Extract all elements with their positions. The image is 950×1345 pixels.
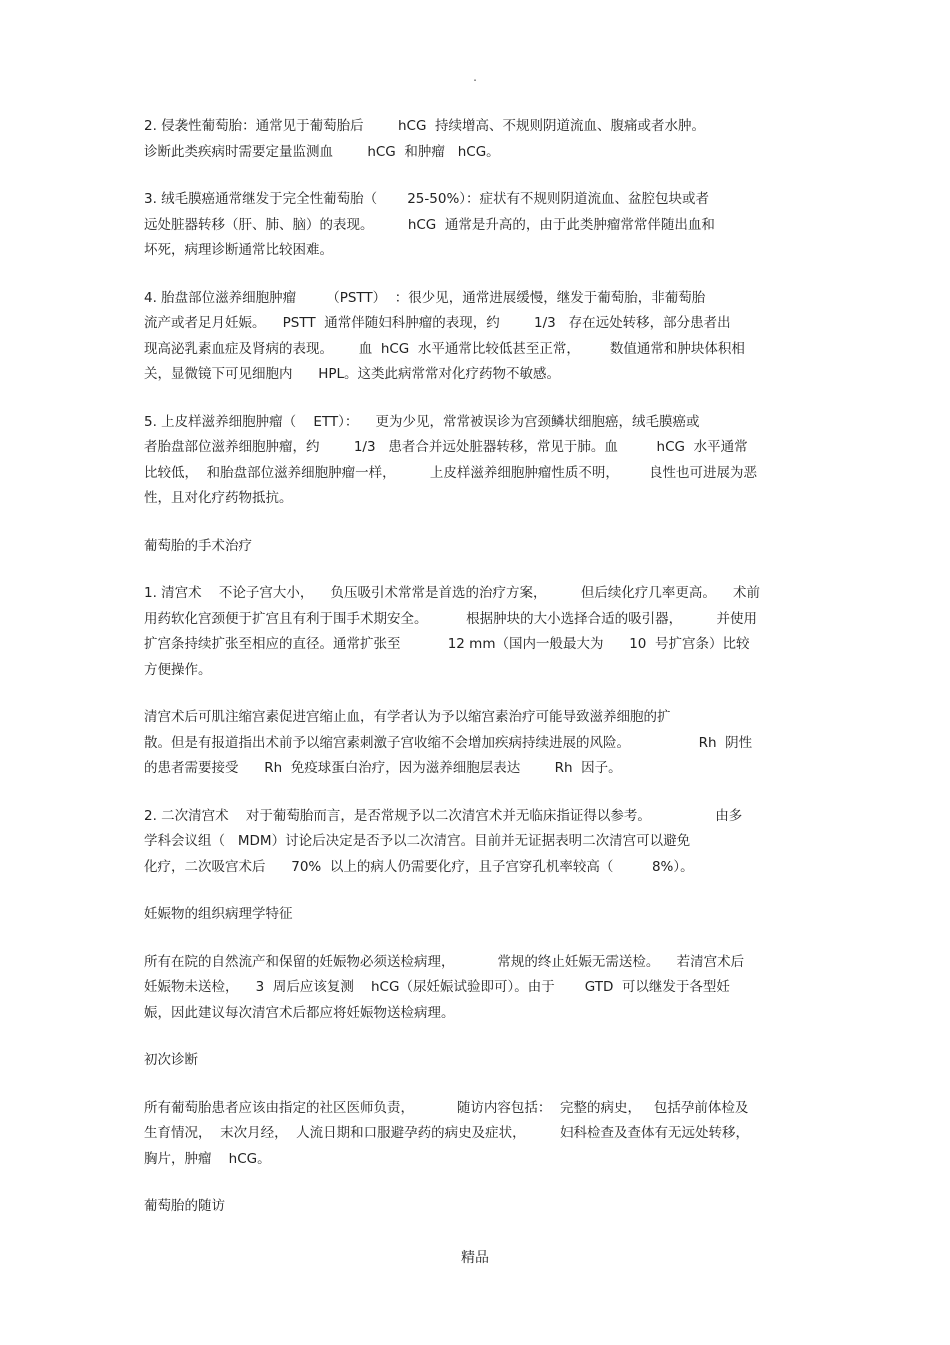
heading-surgical-treatment: 葡萄胎的手术治疗 (144, 537, 252, 554)
para-pstt (144, 286, 809, 388)
text-line: 4. 胎盘部位滋养细胞肿瘤 （PSTT） ：很少见，通常进展缓慢，继发于葡萄胎，非葡萄胎 (144, 289, 706, 306)
text-line: 比较低， 和胎盘部位滋养细胞肿瘤一样， 上皮样滋养细胞肿瘤性质不明， 良性也可进展为恶 (144, 464, 757, 481)
document-body (144, 114, 809, 1242)
text-line: 坏死，病理诊断通常比较困难。 (144, 242, 333, 258)
text-line: 胸片，肿瘤 hCG。 (144, 1150, 271, 1167)
page-footer: 精品 (461, 1250, 489, 1266)
text-line: 3. 绒毛膜癌通常继发于完全性葡萄胎（ 25-50%）：症状有不规则阴道流血、盆腔包块或者 (144, 191, 710, 207)
text-line: 生育情况， 末次月经， 人流日期和口服避孕药的病史及症状， 妇科检查及查体有无远处转移， (144, 1125, 749, 1141)
text-line: 清宫术后可肌注缩宫素促进宫缩止血，有学者认为予以缩宫素治疗可能导致滋养细胞的扩 (144, 709, 671, 725)
text-line: 学科会议组（ MDM）讨论后决定是否予以二次清宫。目前并无证据表明二次清宫可以避免 (144, 833, 691, 849)
text-line: 所有在院的自然流产和保留的妊娠物必须送检病理， 常规的终止妊娠无需送检。 若清宫术后 (144, 953, 745, 970)
para-oxytocin (144, 705, 809, 782)
text-line: 方便操作。 (144, 661, 212, 678)
text-line: 用药软化宫颈便于扩宫且有利于围手术期安全。 根据肿块的大小选择合适的吸引器， 并使用 (144, 610, 757, 627)
text-line: 妊娠物未送检， 3 周后应该复测 hCG（尿妊娠试验即可）。由于 GTD 可以继发于各型妊 (144, 979, 730, 995)
para-curettage (144, 581, 809, 683)
para-invasive-mole (144, 114, 809, 165)
text-line: 诊断此类疾病时需要定量监测血 hCG 和肿瘤 hCG。 (144, 143, 500, 160)
text-line: 关，显微镜下可见细胞内 HPL。这类此病常常对化疗药物不敏感。 (144, 366, 561, 382)
heading-histopathology: 妊娠物的组织病理学特征 (144, 906, 293, 922)
heading-initial-diagnosis: 初次诊断 (144, 1052, 198, 1068)
text-line: 5. 上皮样滋养细胞肿瘤（ ETT）： 更为少见，常常被误诊为宫颈鳞状细胞癌，绒毛膜癌或 (144, 413, 700, 430)
text-line: 娠，因此建议每次清宫术后都应将妊娠物送检病理。 (144, 1004, 455, 1021)
text-line: 散。但是有报道指出术前予以缩宫素刺激子宫收缩不会增加疾病持续进展的风险。 Rh 阴性 (144, 734, 753, 751)
text-line: 所有葡萄胎患者应该由指定的社区医师负责， 随访内容包括： 完整的病史， 包括孕前体检及 (144, 1099, 749, 1116)
para-pathology-exam (144, 950, 809, 1027)
text-line: 现高泌乳素血症及肾病的表现。 血 hCG 水平通常比较低甚至正常， 数值通常和肿块体积相 (144, 340, 745, 357)
text-line: 化疗，二次吸宫术后 70% 以上的病人仍需要化疗，且子宫穿孔机率较高（ 8%）。 (144, 858, 694, 875)
text-line: 2. 二次清宫术 对于葡萄胎而言，是否常规予以二次清宫术并无临床指证得以参考。 由多 (144, 807, 743, 824)
text-line: 远处脏器转移（肝、肺、脑）的表现。 hCG 通常是升高的，由于此类肿瘤常常伴随出血和 (144, 216, 715, 233)
text-line: 1. 清宫术 不论子宫大小， 负压吸引术常常是首选的治疗方案， 但后续化疗几率更高。 术前 (144, 585, 760, 601)
text-line: 2. 侵袭性葡萄胎：通常见于葡萄胎后 hCG 持续增高、不规则阴道流血、腹痛或者水肿。 (144, 118, 706, 134)
para-followup-content (144, 1096, 809, 1173)
para-choriocarcinoma (144, 187, 809, 264)
heading-mole-followup: 葡萄胎的随访 (144, 1198, 225, 1214)
text-line: 者胎盘部位滋养细胞肿瘤，约 1/3 患者合并远处脏器转移，常见于肺。血 hCG 水平通常 (144, 439, 748, 455)
header-mark: . (473, 70, 477, 84)
text-line: 流产或者足月妊娠。 PSTT 通常伴随妇科肿瘤的表现，约 1/3 存在远处转移，部分患者出 (144, 315, 731, 331)
text-line: 的患者需要接受 Rh 免疫球蛋白治疗，因为滋养细胞层表达 Rh 因子。 (144, 760, 622, 776)
para-ett (144, 410, 809, 512)
para-second-curettage (144, 804, 809, 881)
text-line: 性，且对化疗药物抵抗。 (144, 490, 293, 506)
text-line: 扩宫条持续扩张至相应的直径。通常扩张至 12 mm（国内一般最大为 10 号扩宫条）比较 (144, 636, 750, 652)
